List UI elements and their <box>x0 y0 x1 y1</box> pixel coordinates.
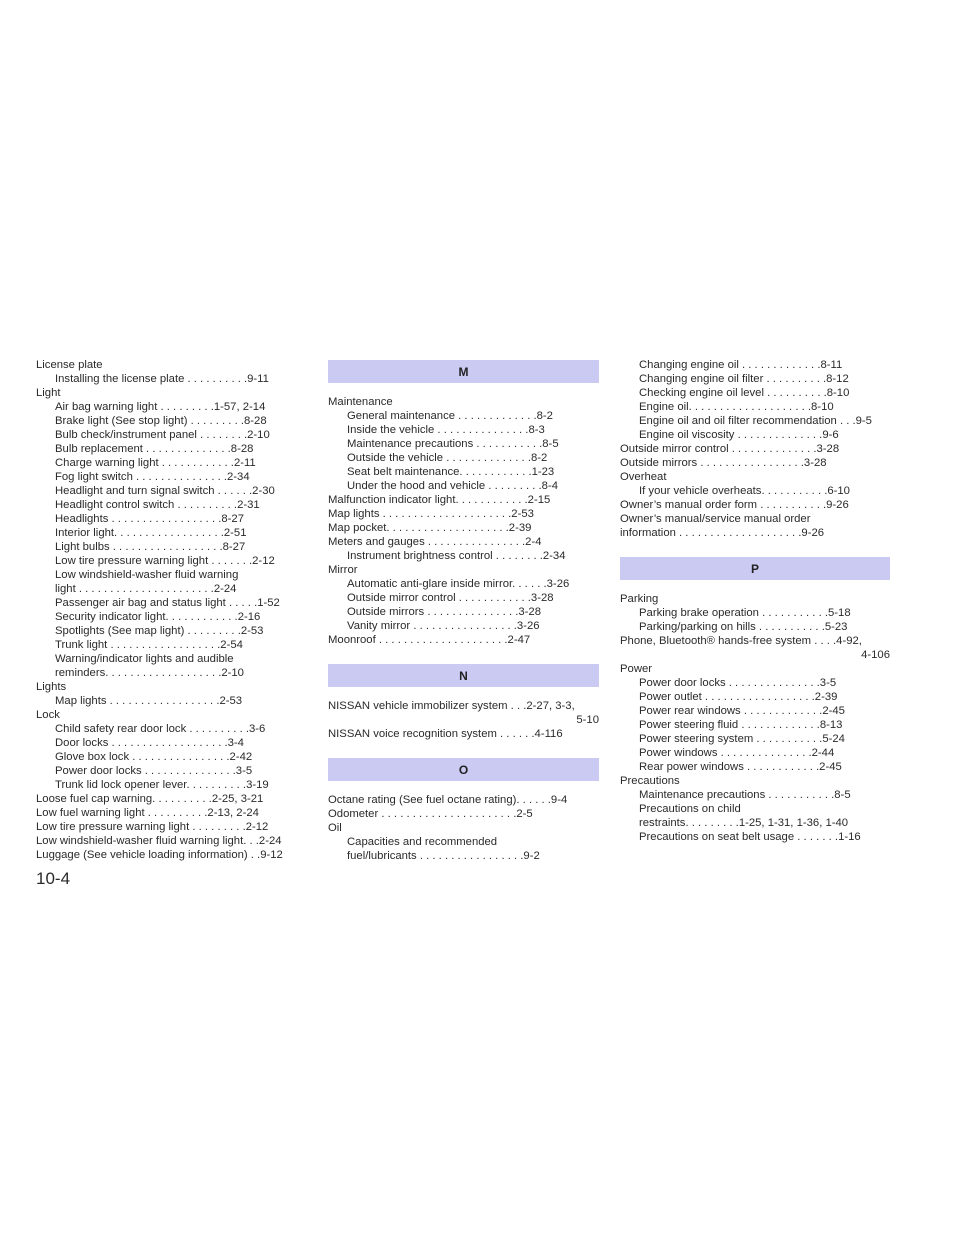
index-entry: NISSAN vehicle immobilizer system . . .2-27, 3-3, <box>328 700 575 712</box>
index-entry: Map pocket. . . . . . . . . . . . . . . . . . . .2-39 <box>328 522 532 534</box>
index-subentry: Power rear windows . . . . . . . . . . . . .2-45 <box>639 705 845 717</box>
index-subentry: Rear power windows . . . . . . . . . . . .2-45 <box>639 761 842 773</box>
index-subentry: Spotlights (See map light) . . . . . . . . .2-53 <box>55 625 264 637</box>
index-subentry: Installing the license plate . . . . . . . . . .9-11 <box>55 373 269 385</box>
index-subentry: Checking engine oil level . . . . . . . . . .8-10 <box>639 387 850 399</box>
index-subentry: Power steering system . . . . . . . . . . .5-24 <box>639 733 845 745</box>
index-subentry: Power steering fluid . . . . . . . . . . . . .8-13 <box>639 719 843 731</box>
index-entry: Light <box>36 387 61 399</box>
index-subentry: Power outlet . . . . . . . . . . . . . . . . . .2-39 <box>639 691 838 703</box>
index-entry: Outside mirror control . . . . . . . . . . . . . .3-28 <box>620 443 840 455</box>
index-entry: Loose fuel cap warning. . . . . . . . . .2-25, 3-21 <box>36 793 264 805</box>
section-letter-header: N <box>328 664 599 687</box>
index-entry: information . . . . . . . . . . . . . . . . . . . .9-26 <box>620 527 825 539</box>
index-subentry: Outside mirrors . . . . . . . . . . . . . . .3-28 <box>347 606 541 618</box>
index-subentry: light . . . . . . . . . . . . . . . . . . . . . .2-24 <box>55 583 237 595</box>
section-letter-header: O <box>328 758 599 781</box>
index-entry: Lock <box>36 709 60 721</box>
index-entry: Low tire pressure warning light . . . . . . . . .2-12 <box>36 821 269 833</box>
index-entry: Lights <box>36 681 67 693</box>
index-subentry: Capacities and recommended <box>347 836 498 848</box>
index-subentry: Outside the vehicle . . . . . . . . . . . . . .8-2 <box>347 452 548 464</box>
index-subentry: Outside mirror control . . . . . . . . . . . .3-28 <box>347 592 554 604</box>
index-subentry: Engine oil. . . . . . . . . . . . . . . . . . . .8-10 <box>639 401 834 413</box>
index-entry-continuation: 4-106 <box>861 649 890 661</box>
index-subentry: Precautions on seat belt usage . . . . . . .1-16 <box>639 831 861 843</box>
index-subentry: Bulb replacement . . . . . . . . . . . . . .8-28 <box>55 443 254 455</box>
index-subentry: Power windows . . . . . . . . . . . . . . .2-44 <box>639 747 835 759</box>
index-subentry: Passenger air bag and status light . . . . .1-52 <box>55 597 280 609</box>
index-subentry: Under the hood and vehicle . . . . . . . . .8-4 <box>347 480 558 492</box>
section-letter-header: P <box>620 557 890 580</box>
index-subentry: Air bag warning light . . . . . . . . .1-57, 2-14 <box>55 401 266 413</box>
index-column-2 <box>328 358 599 863</box>
index-subentry: Parking/parking on hills . . . . . . . . . . .5-23 <box>639 621 848 633</box>
section-letter-header: M <box>328 360 599 383</box>
index-column-1 <box>36 358 307 862</box>
index-subentry: Door locks . . . . . . . . . . . . . . . . . . .3-4 <box>55 737 244 749</box>
index-subentry: Child safety rear door lock . . . . . . . . . .3-6 <box>55 723 266 735</box>
index-subentry: Glove box lock . . . . . . . . . . . . . . . .2-42 <box>55 751 253 763</box>
page-number: 10-4 <box>36 869 71 888</box>
index-subentry: Interior light. . . . . . . . . . . . . . . . . .2-51 <box>55 527 247 539</box>
index-subentry: Headlight control switch . . . . . . . . . .2-31 <box>55 499 260 511</box>
index-subentry: Vanity mirror . . . . . . . . . . . . . . . . .3-26 <box>347 620 540 632</box>
index-entry: Precautions <box>620 775 680 787</box>
index-entry: NISSAN voice recognition system . . . . . .4-116 <box>328 728 563 740</box>
index-entry: Outside mirrors . . . . . . . . . . . . . . . . .3-28 <box>620 457 827 469</box>
index-entry: Luggage (See vehicle loading information) . .9-12 <box>36 849 283 861</box>
index-subentry: Map lights . . . . . . . . . . . . . . . . . .2-53 <box>55 695 243 707</box>
index-subentry: Warning/indicator lights and audible <box>55 653 234 665</box>
index-entry: Octane rating (See fuel octane rating). . . . . .9-4 <box>328 794 568 806</box>
index-entry: Parking <box>620 593 659 605</box>
index-subentry: Changing engine oil . . . . . . . . . . . . .8-11 <box>639 359 843 371</box>
index-subentry: Headlight and turn signal switch . . . . . .2-30 <box>55 485 275 497</box>
index-entry: Maintenance <box>328 396 393 408</box>
index-entry: Map lights . . . . . . . . . . . . . . . . . . . . .2-53 <box>328 508 534 520</box>
index-subentry: If your vehicle overheats. . . . . . . . . . .6-10 <box>639 485 850 497</box>
index-entry: Owner’s manual order form . . . . . . . . . . .9-26 <box>620 499 849 511</box>
index-entry: Oil <box>328 822 342 834</box>
index-entry-continuation: 5-10 <box>576 714 599 726</box>
index-subentry: Security indicator light. . . . . . . . . . . .2-16 <box>55 611 261 623</box>
index-subentry: General maintenance . . . . . . . . . . . . .8-2 <box>347 410 553 422</box>
index-subentry: Charge warning light . . . . . . . . . . . .2-11 <box>55 457 256 469</box>
index-entry: License plate <box>36 359 103 371</box>
index-subentry: Fog light switch . . . . . . . . . . . . . . .2-34 <box>55 471 250 483</box>
index-entry: Owner’s manual/service manual order <box>620 513 811 525</box>
index-subentry: Engine oil and oil filter recommendation . . .9-5 <box>639 415 872 427</box>
index-subentry: fuel/lubricants . . . . . . . . . . . . . . . . .9-2 <box>347 850 540 862</box>
index-entry: Phone, Bluetooth® hands-free system . . . .4-92, <box>620 635 862 647</box>
index-entry: Low fuel warning light . . . . . . . . . .2-13, 2-24 <box>36 807 259 819</box>
index-entry: Odometer . . . . . . . . . . . . . . . . . . . . . .2-5 <box>328 808 533 820</box>
index-subentry: Instrument brightness control . . . . . . . .2-34 <box>347 550 566 562</box>
index-entry: Meters and gauges . . . . . . . . . . . . . . . .2-4 <box>328 536 542 548</box>
index-subentry: Maintenance precautions . . . . . . . . . . .8-5 <box>639 789 851 801</box>
index-entry: Power <box>620 663 653 675</box>
index-subentry: Bulb check/instrument panel . . . . . . . .2-10 <box>55 429 270 441</box>
index-subentry: Trunk lid lock opener lever. . . . . . . . . .3-19 <box>55 779 269 791</box>
index-entry: Low windshield-washer fluid warning light. . .2-24 <box>36 835 282 847</box>
section-spacer <box>328 647 599 662</box>
index-subentry: Low tire pressure warning light . . . . . . .2-12 <box>55 555 275 567</box>
index-subentry: Engine oil viscosity . . . . . . . . . . . . . .9-6 <box>639 429 839 441</box>
section-spacer <box>620 540 890 555</box>
index-entry: Overheat <box>620 471 667 483</box>
index-subentry: Power door locks . . . . . . . . . . . . . . .3-5 <box>639 677 837 689</box>
index-subentry: Automatic anti-glare inside mirror. . . . . .3-26 <box>347 578 570 590</box>
index-subentry: Inside the vehicle . . . . . . . . . . . . . . .8-3 <box>347 424 545 436</box>
index-column-3 <box>620 358 890 844</box>
index-subentry: Low windshield-washer fluid warning <box>55 569 239 581</box>
index-subentry: Maintenance precautions . . . . . . . . . . .8-5 <box>347 438 559 450</box>
index-subentry: Light bulbs . . . . . . . . . . . . . . . . . .8-27 <box>55 541 246 553</box>
index-subentry: restraints. . . . . . . . .1-25, 1-31, 1-36, 1-40 <box>639 817 849 829</box>
index-subentry: Brake light (See stop light) . . . . . . . . .8-28 <box>55 415 267 427</box>
index-subentry: reminders. . . . . . . . . . . . . . . . . . .2-10 <box>55 667 244 679</box>
index-entry: Moonroof . . . . . . . . . . . . . . . . . . . . .2-47 <box>328 634 531 646</box>
index-entry: Mirror <box>328 564 358 576</box>
index-subentry: Power door locks . . . . . . . . . . . . . . .3-5 <box>55 765 253 777</box>
index-subentry: Seat belt maintenance. . . . . . . . . . . .1-23 <box>347 466 555 478</box>
index-subentry: Trunk light . . . . . . . . . . . . . . . . . .2-54 <box>55 639 243 651</box>
index-subentry: Parking brake operation . . . . . . . . . . .5-18 <box>639 607 851 619</box>
index-subentry: Headlights . . . . . . . . . . . . . . . . . .8-27 <box>55 513 244 525</box>
index-subentry: Precautions on child <box>639 803 741 815</box>
index-subentry: Changing engine oil filter . . . . . . . . . .8-12 <box>639 373 849 385</box>
index-entry: Malfunction indicator light. . . . . . . . . . . .2-15 <box>328 494 551 506</box>
section-spacer <box>328 741 599 756</box>
